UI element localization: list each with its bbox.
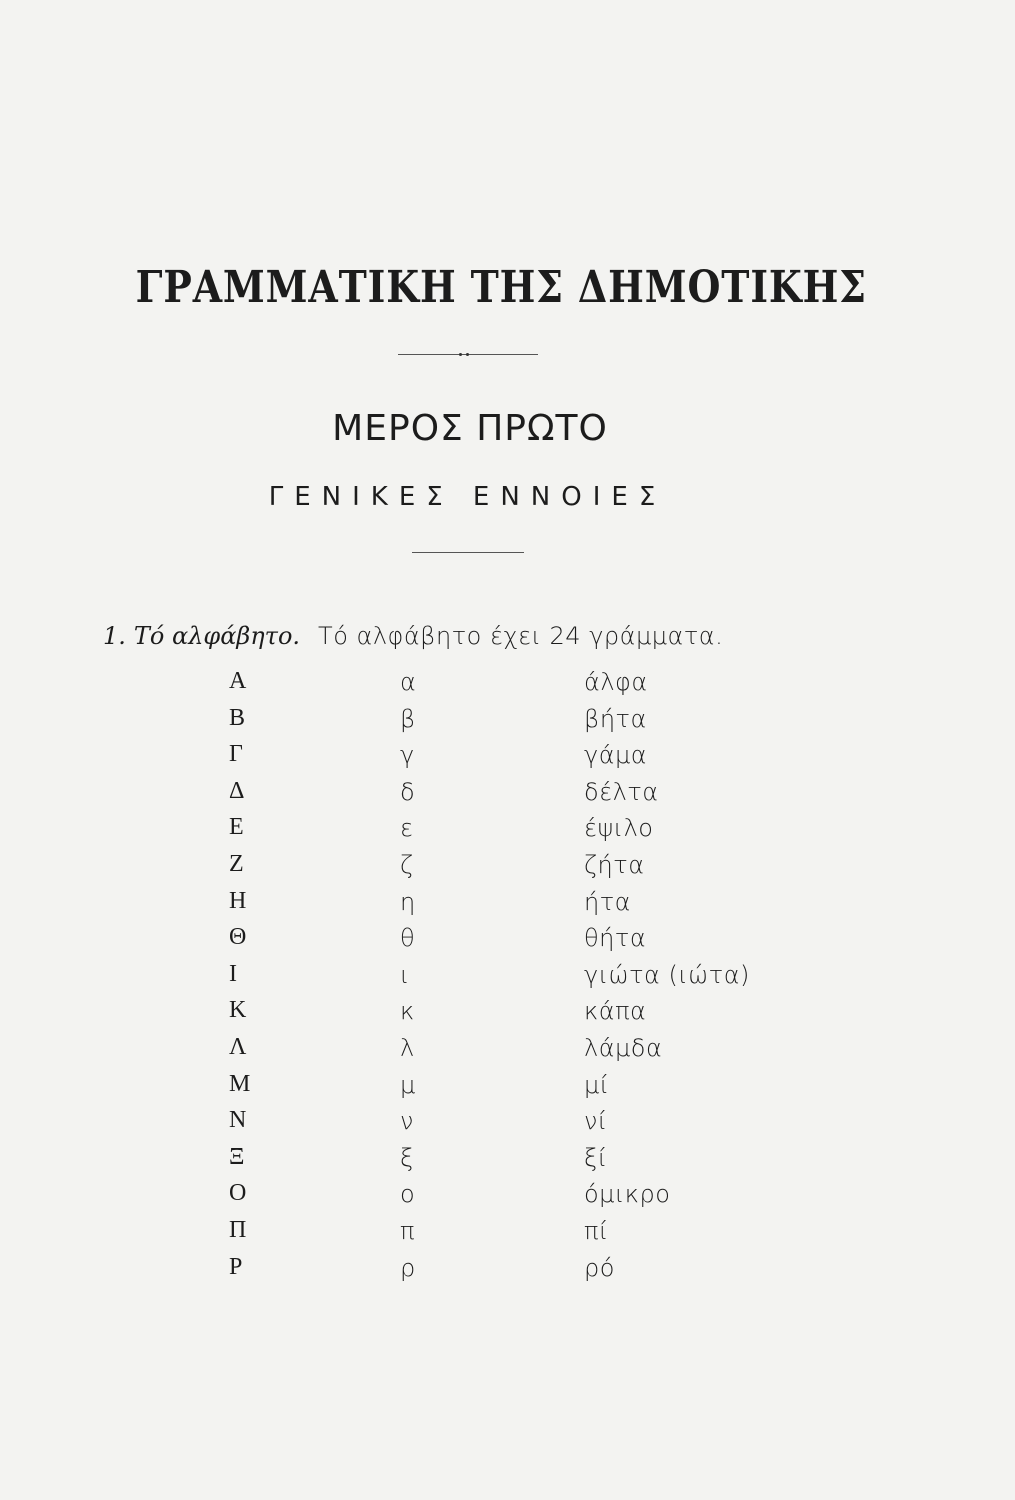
section-title: ΓΕΝΙΚΕΣ ΕΝΝΟΙΕΣ (268, 482, 667, 512)
alphabet-row (0, 1254, 1015, 1291)
letter-name: βήτα (584, 704, 647, 733)
letter-name: ξί (584, 1143, 608, 1172)
letter-name: γάμα (584, 741, 648, 770)
letter-name: νί (584, 1107, 608, 1136)
letter-name: μί (584, 1070, 610, 1099)
letter-name: έψιλο (584, 814, 654, 843)
section-divider (412, 552, 524, 553)
letter-name: λάμδα (584, 1033, 663, 1062)
lowercase-letter: γ (400, 741, 415, 770)
uppercase-letter: Κ (229, 997, 247, 1024)
alphabet-row (0, 1034, 1015, 1071)
alphabet-row (0, 888, 1015, 925)
uppercase-letter: Ε (229, 814, 244, 841)
lowercase-letter: ξ (400, 1143, 414, 1172)
alphabet-row (0, 1217, 1015, 1254)
lowercase-letter: ε (400, 814, 413, 843)
uppercase-letter: Ξ (229, 1143, 245, 1170)
lowercase-letter: ρ (400, 1253, 416, 1282)
lowercase-letter: ζ (400, 850, 414, 879)
alphabet-row (0, 924, 1015, 961)
lowercase-letter: ι (400, 960, 410, 989)
alphabet-row (0, 668, 1015, 705)
letter-name: ρό (584, 1253, 615, 1282)
alphabet-row (0, 851, 1015, 888)
letter-name: ήτα (584, 887, 631, 916)
alphabet-row (0, 1107, 1015, 1144)
letter-name: γιώτα (ιώτα) (584, 960, 750, 989)
alphabet-row (0, 1144, 1015, 1181)
alphabet-row (0, 778, 1015, 815)
divider-ornament (459, 353, 462, 356)
lowercase-letter: μ (400, 1070, 416, 1099)
paragraph-heading: Τό αλφάβητο. (133, 622, 301, 650)
alphabet-row (0, 1071, 1015, 1108)
letter-name: θήτα (584, 924, 647, 953)
paragraph-intro: Τό αλφάβητο έχει 24 γράμματα. (318, 622, 724, 650)
uppercase-letter: Ζ (229, 850, 244, 877)
alphabet-row (0, 705, 1015, 742)
lowercase-letter: η (400, 887, 416, 916)
uppercase-letter: Δ (229, 777, 245, 804)
letter-name: κάπα (584, 997, 647, 1026)
lowercase-letter: λ (400, 1033, 415, 1062)
uppercase-letter: Θ (229, 924, 247, 951)
alphabet-row (0, 961, 1015, 998)
uppercase-letter: Η (229, 887, 247, 914)
lowercase-letter: β (400, 704, 416, 733)
main-title: ΓΡΑΜΜΑΤΙΚΗ ΤΗΣ ΔΗΜΟΤΙΚΗΣ (135, 262, 867, 313)
uppercase-letter: Λ (229, 1033, 247, 1060)
letter-name: δέλτα (584, 777, 659, 806)
letter-name: ζήτα (584, 850, 645, 879)
paragraph-line (103, 622, 723, 650)
lowercase-letter: δ (400, 777, 415, 806)
uppercase-letter: Ρ (229, 1253, 243, 1280)
lowercase-letter: ο (400, 1180, 415, 1209)
letter-name: άλφα (584, 668, 648, 696)
lowercase-letter: π (400, 1216, 415, 1245)
letter-name: πί (584, 1216, 609, 1245)
paragraph-number: 1. (103, 622, 126, 650)
lowercase-letter: α (400, 668, 416, 696)
uppercase-letter: Ο (229, 1180, 247, 1207)
lowercase-letter: θ (400, 924, 415, 953)
uppercase-letter: Α (229, 668, 247, 694)
uppercase-letter: Ι (229, 960, 237, 987)
uppercase-letter: Π (229, 1216, 247, 1243)
alphabet-row (0, 814, 1015, 851)
uppercase-letter: Μ (229, 1070, 251, 1097)
uppercase-letter: Γ (229, 741, 243, 768)
alphabet-table (0, 668, 1015, 1290)
part-title: ΜΕΡΟΣ ΠΡΩΤΟ (332, 408, 608, 449)
uppercase-letter: Ν (229, 1107, 247, 1134)
alphabet-row (0, 741, 1015, 778)
letter-name: όμικρο (584, 1180, 671, 1209)
lowercase-letter: ν (400, 1107, 414, 1136)
alphabet-row (0, 997, 1015, 1034)
lowercase-letter: κ (400, 997, 415, 1026)
alphabet-row (0, 1180, 1015, 1217)
uppercase-letter: Β (229, 704, 246, 731)
divider-ornament (466, 353, 469, 356)
